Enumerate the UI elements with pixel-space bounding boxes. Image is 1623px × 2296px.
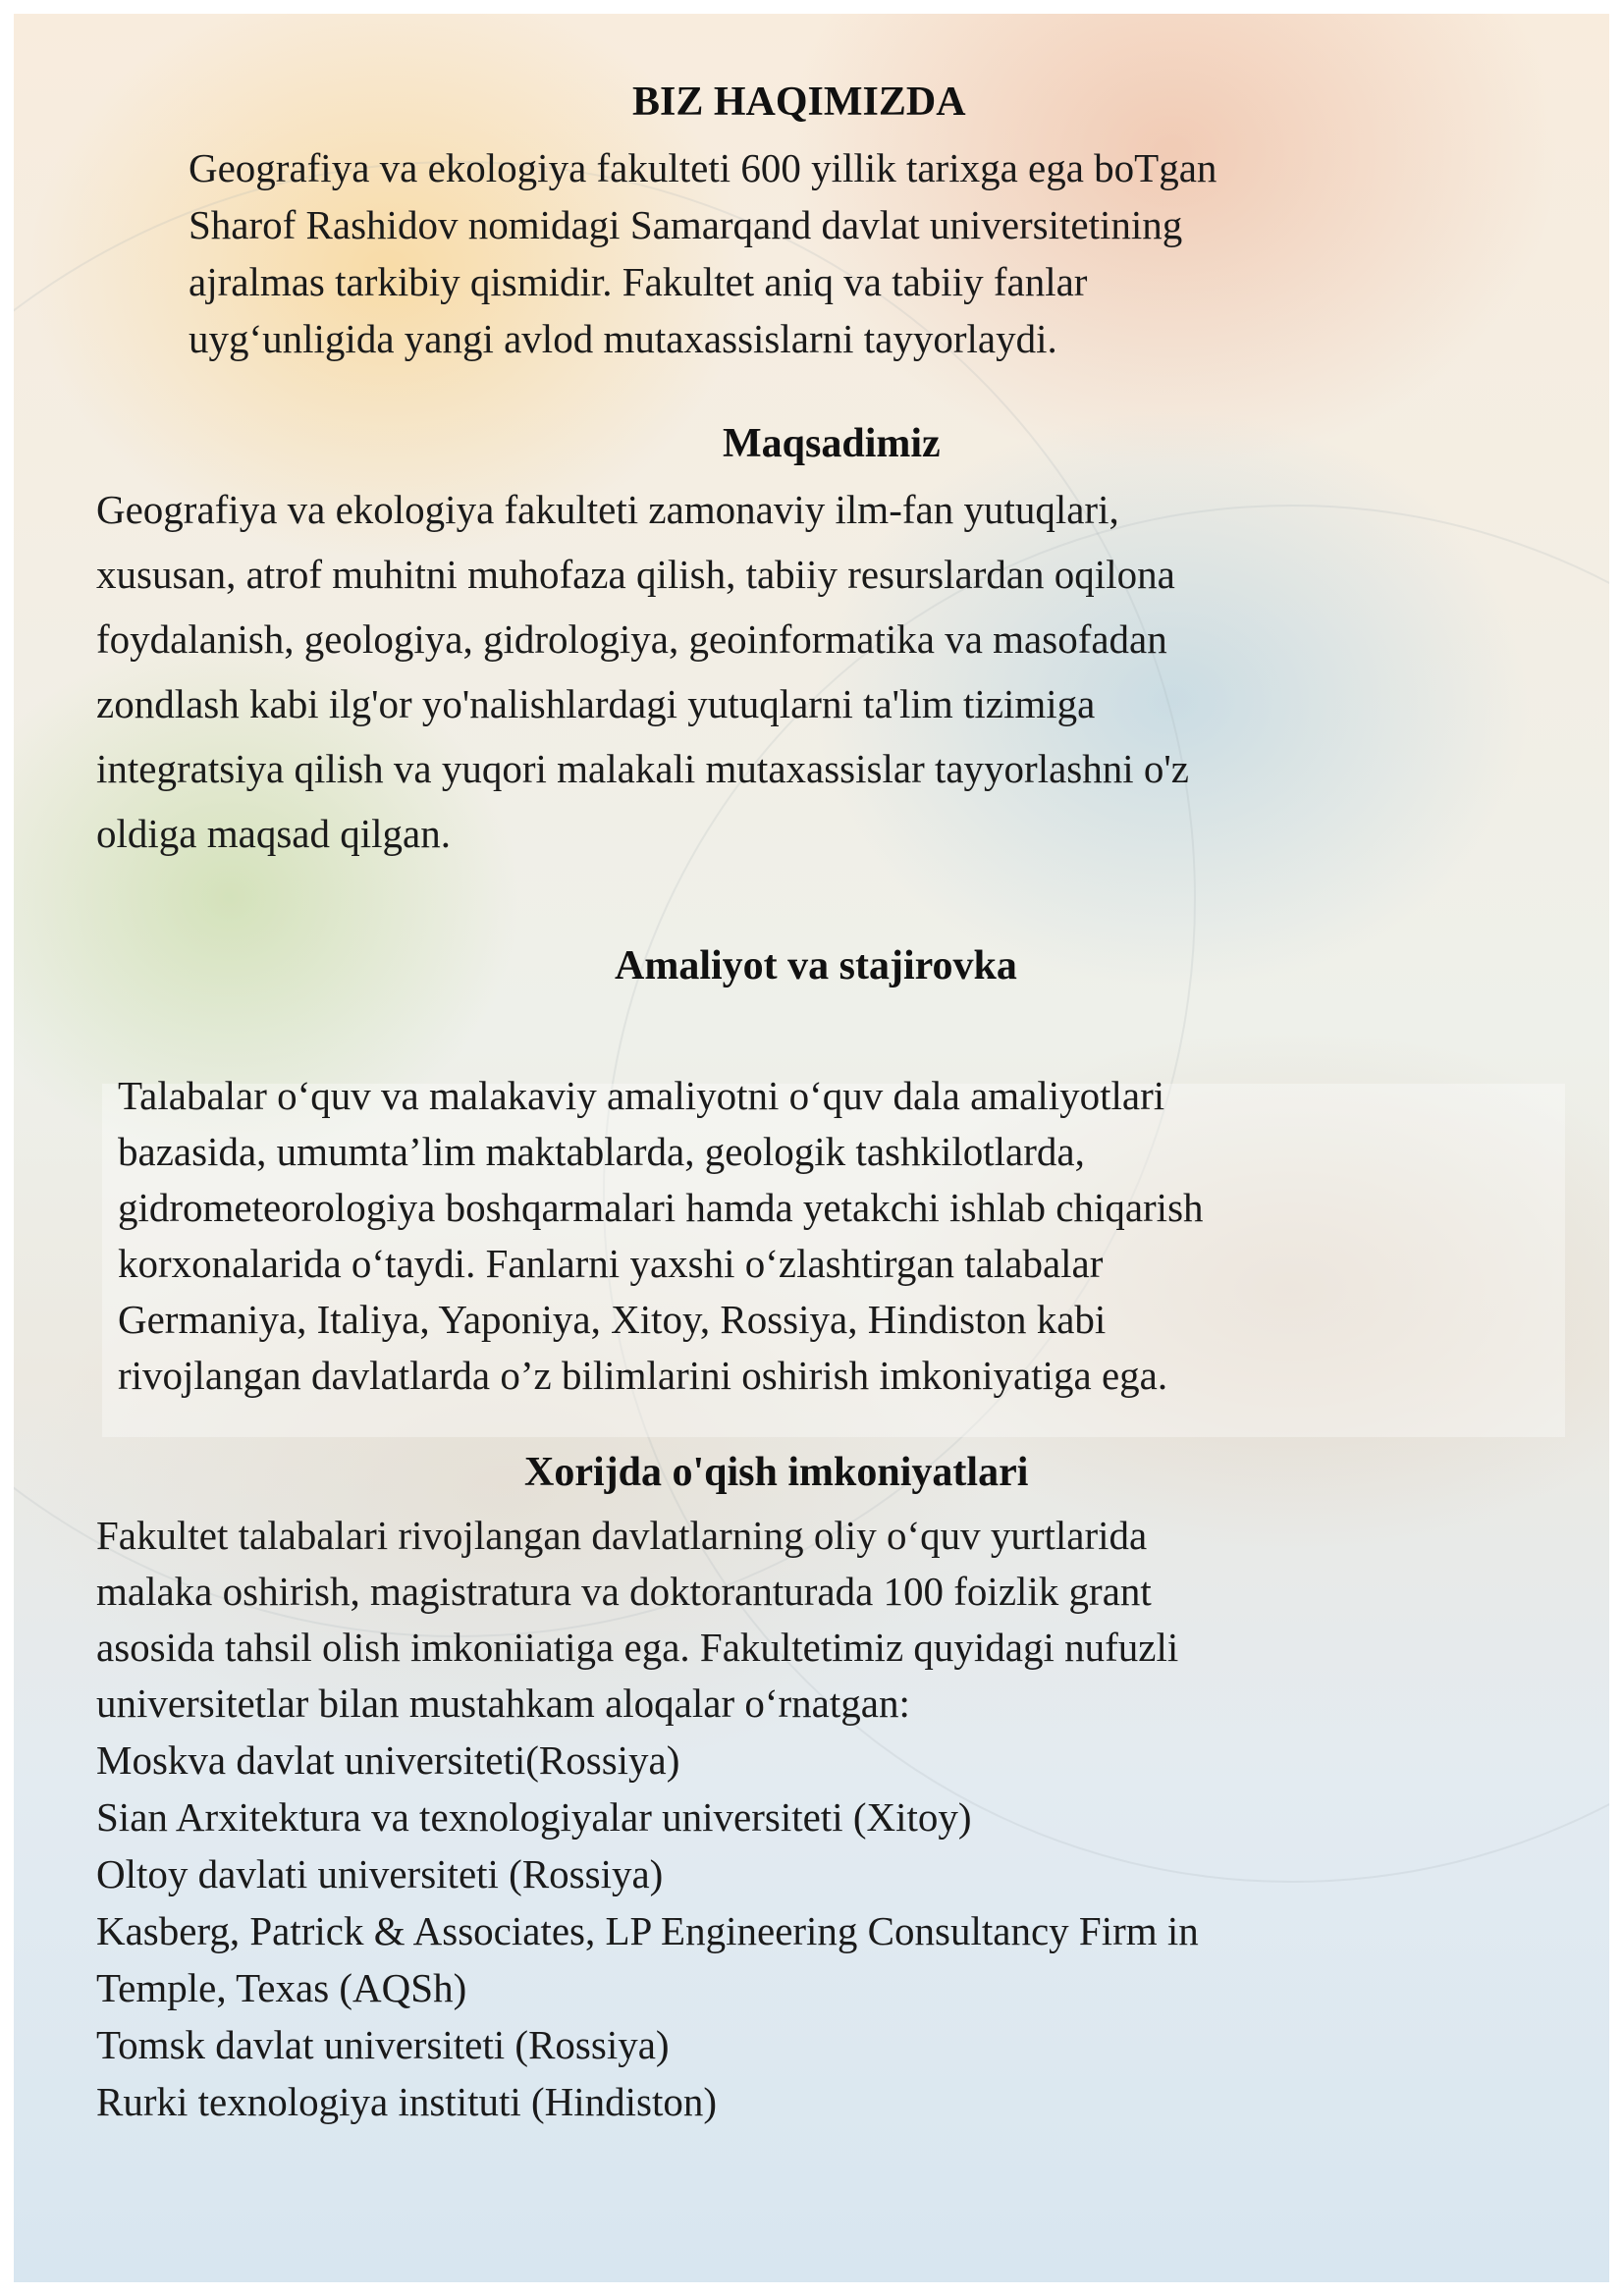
about-paragraph (189, 139, 1217, 367)
practice-line: rivojlangan davlatlarda o’z bilimlarini oshirish imkoniyatiga ega. (118, 1353, 1168, 1398)
abroad-line: asosida tahsil olish imkoniiatiga ega. Fakultetimiz quyidagi nufuzli (96, 1625, 1179, 1670)
practice-heading: Amaliyot va stajirovka (615, 943, 1017, 988)
about-line: ajralmas tarkibiy qismidir. Fakultet aniq va tabiiy fanlar (189, 259, 1088, 304)
goal-line: zondlash kabi ilg'or yo'nalishlardagi yutuqlarni ta'lim tizimiga (96, 681, 1096, 726)
about-line: Sharof Rashidov nomidagi Samarqand davlat universitetining (189, 202, 1183, 247)
practice-line: korxonalarida o‘taydi. Fanlarni yaxshi o‘zlashtirgan talabalar (118, 1241, 1104, 1286)
university-list (96, 1732, 1199, 2130)
university-item: Temple, Texas (AQSh) (96, 1965, 467, 2010)
about-line: Geografiya va ekologiya fakulteti 600 yillik tarixga ega boTgan (189, 145, 1217, 190)
about-heading: BIZ HAQIMIZDA (632, 80, 966, 125)
university-item: Tomsk davlat universiteti (Rossiya) (96, 2022, 670, 2067)
document-page (14, 14, 1609, 2282)
about-line: uyg‘unligida yangi avlod mutaxassislarni tayyorlaydi. (189, 316, 1057, 361)
abroad-heading: Xorijda o'qish imkoniyatlari (524, 1450, 1029, 1495)
university-item: Kasberg, Patrick & Associates, LP Engineering Consultancy Firm in (96, 1908, 1199, 1953)
practice-line: Germaniya, Italiya, Yaponiya, Xitoy, Rossiya, Hindiston kabi (118, 1297, 1107, 1342)
practice-line: bazasida, umumta’lim maktablarda, geologik tashkilotlarda, (118, 1129, 1085, 1174)
university-item: Sian Arxitektura va texnologiyalar universiteti (Xitoy) (96, 1794, 972, 1840)
goal-line: foydalanish, geologiya, gidrologiya, geoinformatika va masofadan (96, 616, 1167, 662)
abroad-line: malaka oshirish, magistratura va doktoranturada 100 foizlik grant (96, 1569, 1152, 1614)
university-item: Oltoy davlati universiteti (Rossiya) (96, 1851, 664, 1896)
goal-paragraph (96, 477, 1189, 866)
abroad-line: universitetlar bilan mustahkam aloqalar o‘rnatgan: (96, 1681, 910, 1726)
practice-paragraph (118, 1068, 1204, 1404)
goal-line: integratsiya qilish va yuqori malakali mutaxassislar tayyorlashni o'z (96, 746, 1189, 791)
practice-line: Talabalar o‘quv va malakaviy amaliyotni o‘quv dala amaliyotlari (118, 1073, 1165, 1118)
abroad-line: Fakultet talabalari rivojlangan davlatlarning oliy o‘quv yurtlarida (96, 1513, 1148, 1558)
abroad-paragraph (96, 1508, 1178, 1732)
university-item: Rurki texnologiya instituti (Hindiston) (96, 2079, 718, 2124)
goal-line: oldiga maqsad qilgan. (96, 811, 451, 856)
goal-line: xususan, atrof muhitni muhofaza qilish, tabiiy resurslardan oqilona (96, 552, 1175, 597)
practice-line: gidrometeorologiya boshqarmalari hamda yetakchi ishlab chiqarish (118, 1185, 1204, 1230)
goal-line: Geografiya va ekologiya fakulteti zamonaviy ilm-fan yutuqlari, (96, 487, 1119, 532)
goal-heading: Maqsadimiz (723, 421, 941, 466)
university-item: Moskva davlat universiteti(Rossiya) (96, 1737, 680, 1783)
